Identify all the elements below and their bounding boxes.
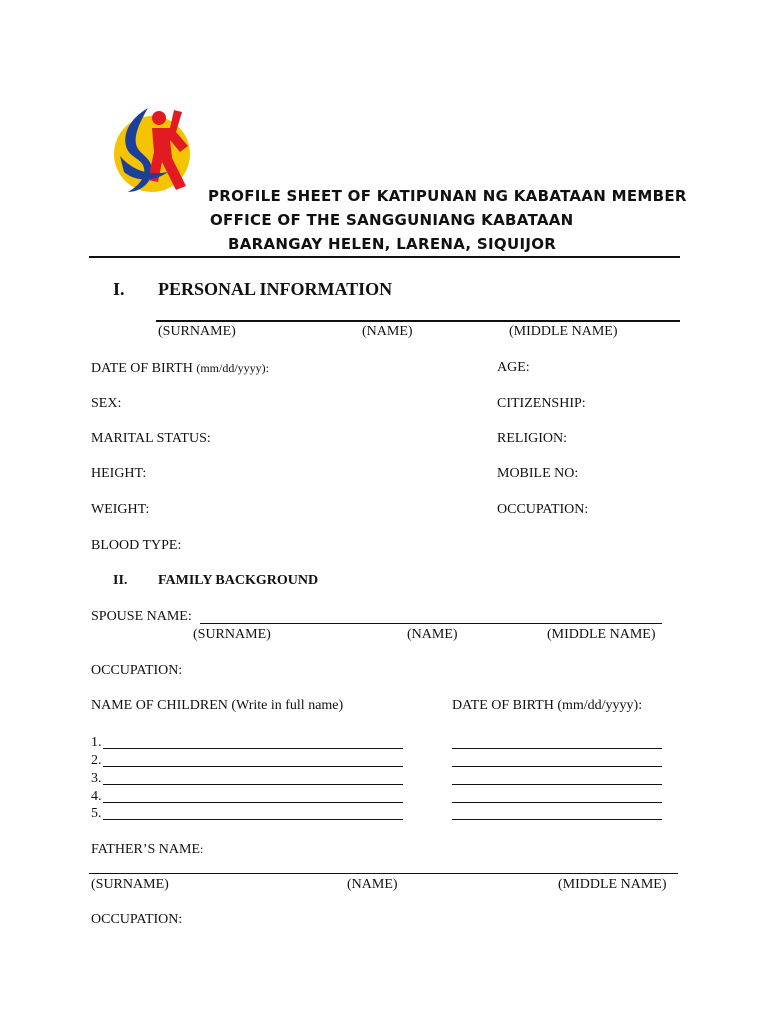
weight-label: WEIGHT: [91,502,150,517]
father-name-label: FATHER’S NAME [91,842,201,857]
child-name-line [103,802,403,803]
section2-number: II. [113,573,128,588]
child-number: 1. [91,735,102,750]
mobile-no-label: MOBILE NO: [497,466,579,481]
middle-name-caption: (MIDDLE NAME) [509,324,618,339]
child-name-line [103,748,403,749]
child-dob-line [452,748,662,749]
child-number: 3. [91,771,102,786]
name-caption: (NAME) [362,324,413,339]
citizenship-label: CITIZENSHIP: [497,396,586,411]
spouse-surname-caption: (SURNAME) [193,627,271,642]
father-surname-caption: (SURNAME) [91,877,169,892]
father-name-field [91,841,203,858]
father-occupation-label: OCCUPATION: [91,912,183,927]
father-middle-caption: (MIDDLE NAME) [558,877,667,892]
sk-logo-icon [112,98,202,196]
child-name-line [103,819,403,820]
child-number: 5. [91,806,102,821]
child-number: 4. [91,789,102,804]
spouse-name-line [200,623,662,624]
section2-title: FAMILY BACKGROUND [158,573,319,588]
occupation-label: OCCUPATION: [497,502,589,517]
spouse-middle-caption: (MIDDLE NAME) [547,627,656,642]
child-dob-line [452,802,662,803]
father-name-caption: (NAME) [347,877,398,892]
dob-format: (mm/dd/yyyy): [196,361,269,375]
child-dob-line [452,819,662,820]
surname-caption: (SURNAME) [158,324,236,339]
header-line-2: OFFICE OF THE SANGGUNIANG KABATAAN [210,211,574,229]
dob-field [91,360,269,377]
child-dob-line [452,784,662,785]
dob-label: DATE OF BIRTH [91,361,193,376]
header-line-3: BARANGAY HELEN, LARENA, SIQUIJOR [228,235,557,253]
father-name-colon: : [200,842,204,856]
spouse-name-label: SPOUSE NAME: [91,609,192,624]
child-name-line [103,766,403,767]
child-dob-line [452,766,662,767]
sex-label: SEX: [91,396,122,411]
section-title: PERSONAL INFORMATION [158,279,393,299]
name-line [156,320,680,322]
header-line-1: PROFILE SHEET OF KATIPUNAN NG KABATAAN MEMBER [208,187,687,205]
spouse-occupation-label: OCCUPATION: [91,663,183,678]
religion-label: RELIGION: [497,431,567,446]
child-name-line [103,784,403,785]
header-rule [89,256,680,258]
marital-status-label: MARITAL STATUS: [91,431,211,446]
father-name-line [89,873,678,874]
children-label: NAME OF CHILDREN (Write in full name) [91,698,344,713]
height-label: HEIGHT: [91,466,147,481]
spouse-name-caption: (NAME) [407,627,458,642]
blood-type-label: BLOOD TYPE: [91,538,182,553]
children-dob-label: DATE OF BIRTH (mm/dd/yyyy): [452,698,643,713]
section-number: I. [113,279,125,299]
child-number: 2. [91,753,102,768]
age-label: AGE: [497,360,530,375]
